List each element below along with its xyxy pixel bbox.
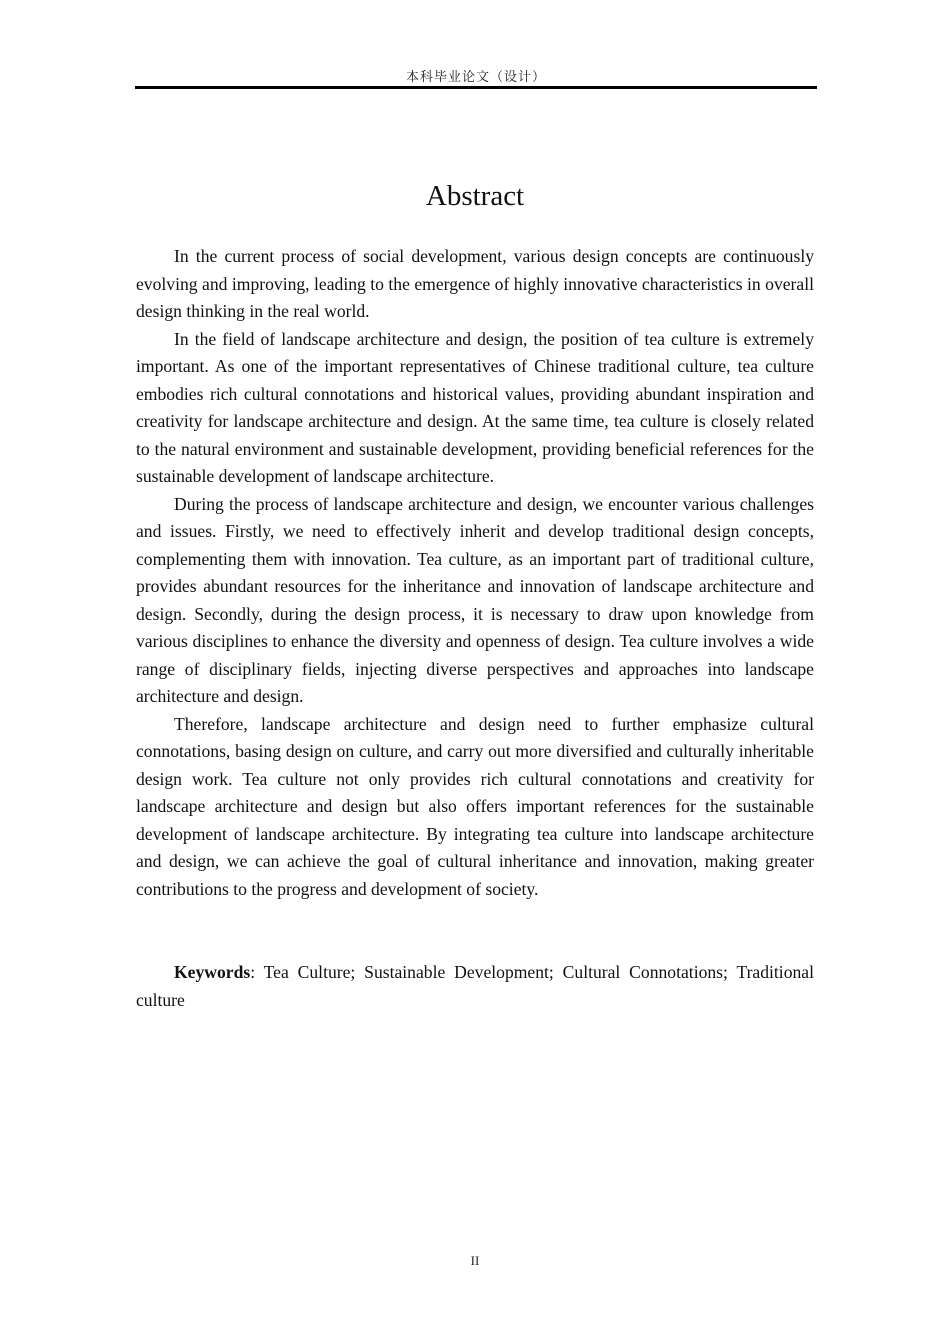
abstract-body [136,243,814,903]
header-rule [135,86,817,89]
keywords [136,959,814,1014]
abstract-paragraph: In the current process of social development, various design concepts are continuously evolving and improving, leading to the emergence of highly innovative characteristics in overall design thinking in the real world. [136,246,814,321]
keywords-label: Keywords [174,962,251,982]
page-title: Abstract [425,180,525,212]
page-number: II [470,1253,480,1268]
running-header: 本科毕业论文（设计） [405,69,546,84]
abstract-paragraph: Therefore, landscape architecture and design need to further emphasize cultural connotations, basing design on culture, and carry out more diversified and culturally inheritable design work. Tea culture not only provides rich cultural connotations and creativity for landscape architecture and design but also offers important references for the sustainable development of landscape architecture. By integrating tea culture into landscape architecture and design, we can achieve the goal of cultural inheritance and innovation, making greater contributions to the progress and development of society. [136,713,814,899]
abstract-paragraph: During the process of landscape architecture and design, we encounter various challenges and issues. Firstly, we need to effectively inherit and develop traditional design concepts, complementing them with innovation. Tea culture, as an important part of traditional culture, provides abundant resources for the inheritance and innovation of landscape architecture and design. Secondly, during the design process, it is necessary to draw upon knowledge from various disciplines to enhance the diversity and openness of design. Tea culture involves a wide range of disciplinary fields, injecting diverse perspectives and approaches into landscape architecture and design. [136,493,814,706]
abstract-paragraph: In the field of landscape architecture and design, the position of tea culture is extremely important. As one of the important representatives of Chinese traditional culture, tea culture embodies rich cultural connotations and historical values, providing abundant inspiration and creativity for landscape architecture and design. At the same time, tea culture is closely related to the natural environment and sustainable development, providing beneficial references for the sustainable development of landscape architecture. [136,328,814,486]
keywords-text: : Tea Culture; Sustainable Development; Cultural Connotations; Traditional culture [136,962,814,1010]
